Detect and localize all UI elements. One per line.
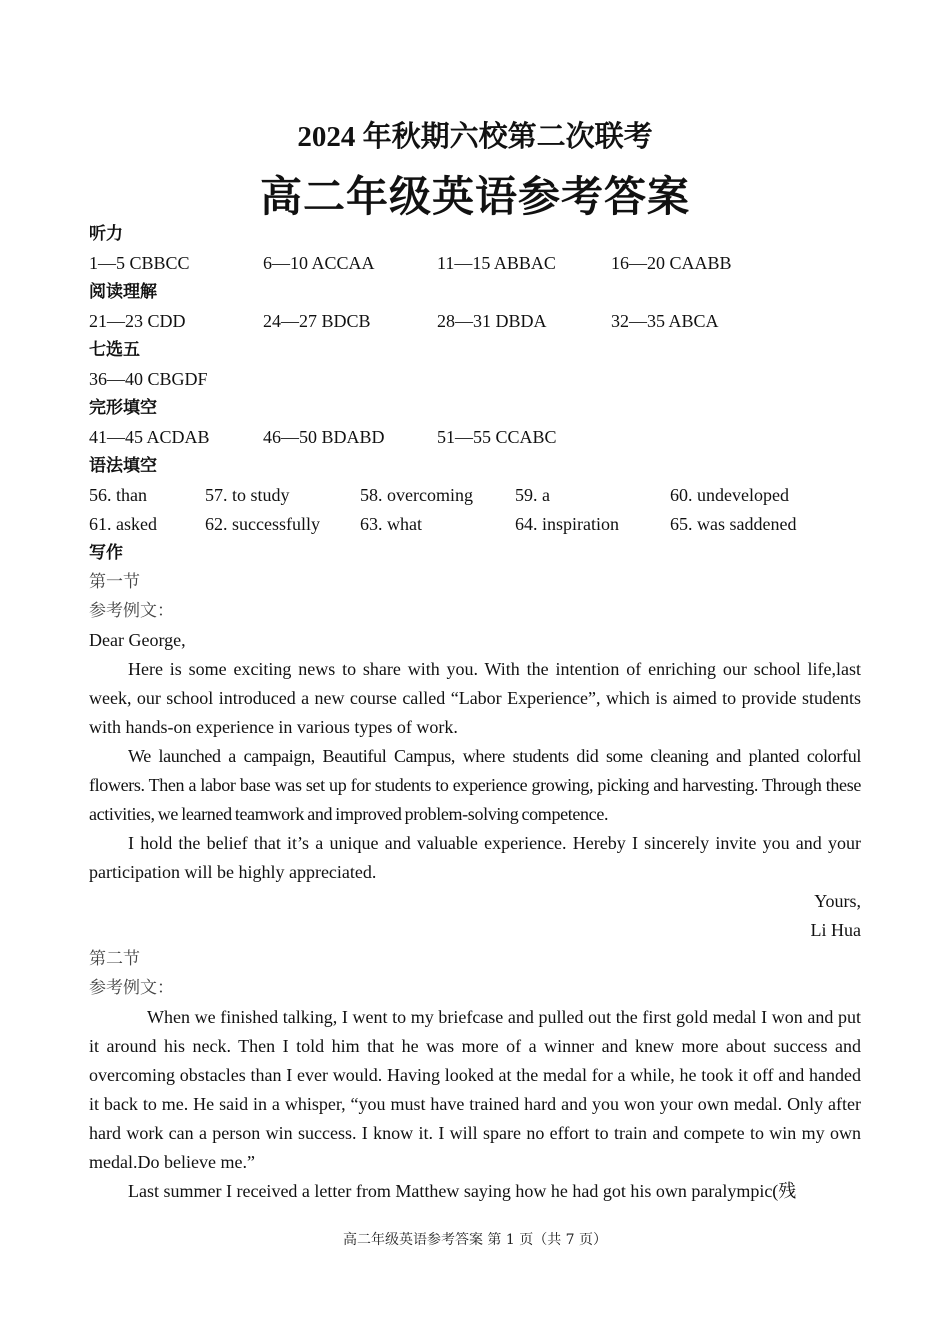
answer-group: 1—5 CBBCC: [89, 253, 190, 273]
answer-group: 46—50 BDABD: [263, 427, 385, 447]
answer-group: 21—23 CDD: [89, 311, 186, 331]
grammar-answer: 59. a: [515, 485, 550, 505]
answer-group: 36—40 CBGDF: [89, 369, 208, 389]
letter-signature: Li Hua: [810, 920, 861, 940]
grammar-answer: 57. to study: [205, 485, 290, 505]
writing-part2-label: 第二节: [89, 949, 140, 969]
essay-paragraph: When we finished talking, I went to my briefcase and pulled out the first gold medal I won and put it around his neck. Then I told him that he was more of a winner and knew more about success and overcoming obstacles than I ever would. Having looked at the medal for a while, he took it off and handed it back to me. He said in a whisper, “you must have trained hard and you won your own medal. Only after hard work can a person win success. I know it. I will spare no effort to train and compete to win my own medal.Do believe me.”: [89, 1007, 861, 1172]
sample-essay-label: 参考例文：: [89, 601, 174, 621]
answer-row-seven-choose-five: [89, 365, 861, 394]
exam-title: 2024 年秋期六校第二次联考: [297, 121, 653, 153]
grammar-answer: 64. inspiration: [515, 514, 619, 534]
letter-greeting: Dear George,: [89, 630, 186, 650]
grammar-answer: 65. was saddened: [670, 514, 797, 534]
answer-group: 28—31 DBDA: [437, 311, 547, 331]
sample-essay-label: 参考例文：: [89, 978, 174, 998]
answer-row-reading: [89, 307, 861, 336]
answer-group: 11—15 ABBAC: [437, 253, 556, 273]
answer-row-cloze: [89, 423, 861, 452]
section-heading-reading: 阅读理解: [89, 282, 157, 302]
grammar-answer: 63. what: [360, 514, 422, 534]
grammar-answer: 60. undeveloped: [670, 485, 789, 505]
essay-paragraph: We launched a campaign, Beautiful Campus, where students did some cleaning and planted colorful flowers. Then a labor base was set up for students to experience growing, picking and harvesting. Through these activities, we learned teamwork and improved problem-solving competence.: [89, 746, 861, 824]
answer-group: 32—35 ABCA: [611, 311, 719, 331]
writing-part1-label: 第一节: [89, 572, 140, 592]
answer-group: 24—27 BDCB: [263, 311, 371, 331]
answer-group: 51—55 CCABC: [437, 427, 557, 447]
grammar-answer: 62. successfully: [205, 514, 320, 534]
grammar-answer: 61. asked: [89, 514, 157, 534]
answer-group: 41—45 ACDAB: [89, 427, 210, 447]
answer-content: [89, 220, 861, 1206]
essay-paragraph: I hold the belief that it’s a unique and valuable experience. Hereby I sincerely invite you and your participation will be highly appreciated.: [89, 833, 861, 882]
grammar-answer: 56. than: [89, 485, 147, 505]
section-heading-listening: 听力: [89, 224, 123, 244]
essay-paragraph: Last summer I received a letter from Matthew saying how he had got his own paralympic(残: [128, 1181, 797, 1201]
grammar-answer: 58. overcoming: [360, 485, 473, 505]
answer-group: 16—20 CAABB: [611, 253, 732, 273]
page-footer: 高二年级英语参考答案 第 1 页（共 7 页）: [342, 1232, 608, 1248]
answer-row-grammar-2: [89, 510, 861, 539]
essay-paragraph: Here is some exciting news to share with you. With the intention of enriching our school life,last week, our school introduced a new course called “Labor Experience”, which is aimed to provide students with hands-on experience in various types of work.: [89, 659, 861, 737]
answer-row-grammar-1: [89, 481, 861, 510]
letter-closing: Yours,: [814, 891, 861, 911]
section-heading-cloze: 完形填空: [89, 398, 157, 418]
answer-row-listening: [89, 249, 861, 278]
section-heading-writing: 写作: [89, 543, 123, 563]
section-heading-seven-choose-five: 七选五: [89, 340, 140, 360]
page-title: 高二年级英语参考答案: [259, 172, 690, 221]
section-heading-grammar: 语法填空: [89, 456, 157, 476]
answer-group: 6—10 ACCAA: [263, 253, 375, 273]
